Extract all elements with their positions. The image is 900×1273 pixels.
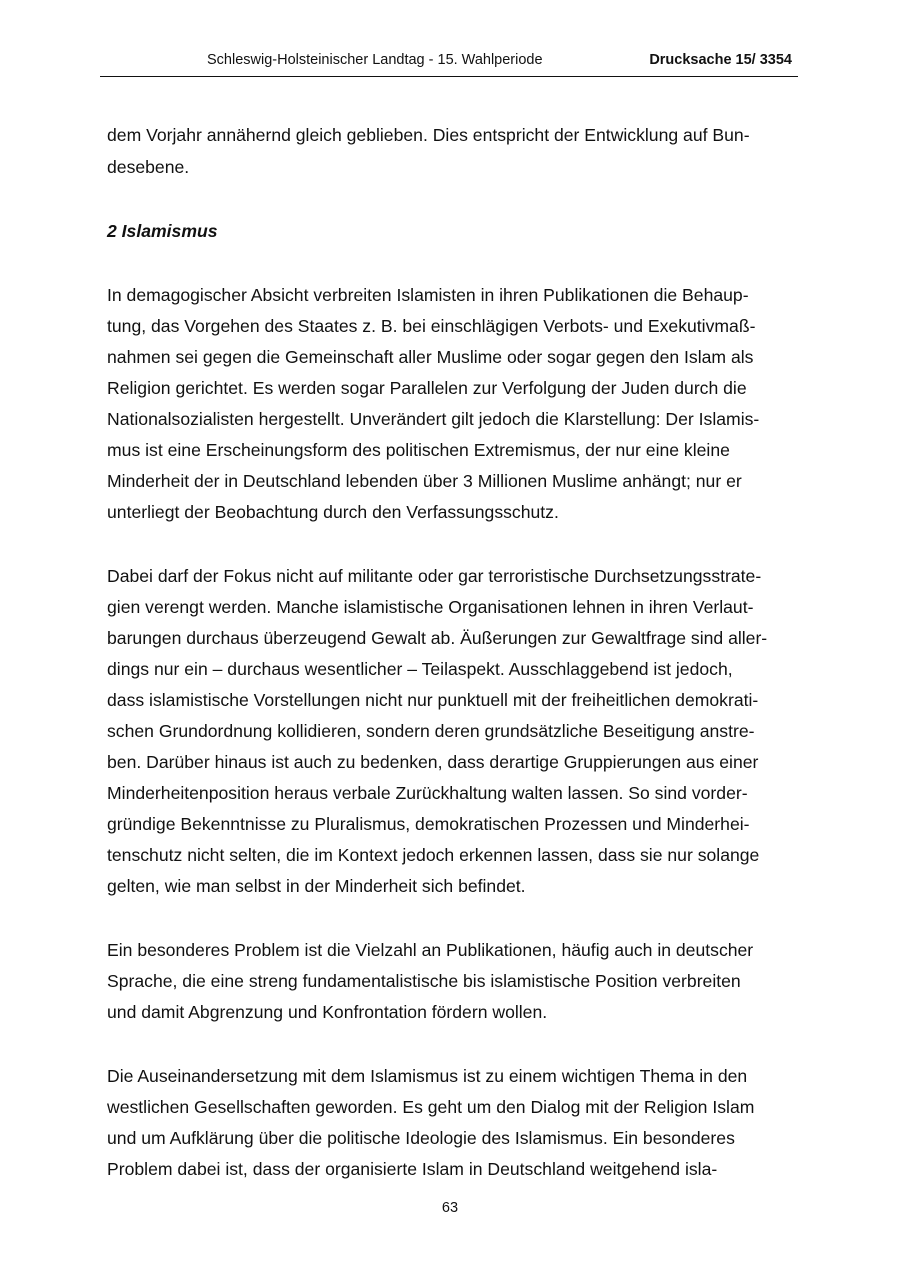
text-line: dem Vorjahr annähernd gleich geblieben. Dies entspricht der Entwicklung auf Bun- [107, 125, 750, 145]
section-heading: 2 Islamismus [107, 221, 218, 241]
text-line: Sprache, die eine streng fundamentalistische bis islamistische Position verbreiten [107, 971, 741, 991]
text-line: Problem dabei ist, dass der organisierte Islam in Deutschland weitgehend isla- [107, 1159, 718, 1179]
document-number: Drucksache 15/ 3354 [649, 52, 792, 68]
text-line: Nationalsozialisten hergestellt. Unverändert gilt jedoch die Klarstellung: Der Islamis- [107, 409, 760, 429]
text-line: und damit Abgrenzung und Konfrontation fördern wollen. [107, 1002, 548, 1022]
page-header [100, 52, 798, 74]
text-line: ben. Darüber hinaus ist auch zu bedenken, dass derartige Gruppierungen aus einer [107, 752, 759, 772]
page-number: 63 [441, 1200, 459, 1216]
header-title: Schleswig-Holsteinischer Landtag - 15. Wahlperiode [207, 52, 543, 68]
text-line: nahmen sei gegen die Gemeinschaft aller Muslime oder sogar gegen den Islam als [107, 347, 754, 367]
text-line: dings nur ein – durchaus wesentlicher – Teilaspekt. Ausschlaggebend ist jedoch, [107, 659, 733, 679]
text-line: tenschutz nicht selten, die im Kontext jedoch erkennen lassen, dass sie nur solange [107, 845, 760, 865]
text-line: gelten, wie man selbst in der Minderheit sich befindet. [107, 876, 526, 896]
text-line: mus ist eine Erscheinungsform des politischen Extremismus, der nur eine kleine [107, 440, 730, 460]
text-line: westlichen Gesellschaften geworden. Es geht um den Dialog mit der Religion Islam [107, 1097, 755, 1117]
text-line: Dabei darf der Fokus nicht auf militante oder gar terroristische Durchsetzungsstrate- [107, 566, 762, 586]
text-line: Ein besonderes Problem ist die Vielzahl an Publikationen, häufig auch in deutscher [107, 940, 754, 960]
text-line: Die Auseinandersetzung mit dem Islamismus ist zu einem wichtigen Thema in den [107, 1066, 748, 1086]
text-line: desebene. [107, 157, 190, 177]
text-line: Minderheit der in Deutschland lebenden über 3 Millionen Muslime anhängt; nur er [107, 471, 742, 491]
text-line: barungen durchaus überzeugend Gewalt ab. Äußerungen zur Gewaltfrage sind aller- [107, 628, 768, 648]
text-line: und um Aufklärung über die politische Ideologie des Islamismus. Ein besonderes [107, 1128, 735, 1148]
text-line: In demagogischer Absicht verbreiten Islamisten in ihren Publikationen die Behaup- [107, 285, 749, 305]
text-line: unterliegt der Beobachtung durch den Verfassungsschutz. [107, 502, 559, 522]
text-line: tung, das Vorgehen des Staates z. B. bei einschlägigen Verbots- und Exekutivmaß- [107, 316, 756, 336]
text-line: gien verengt werden. Manche islamistische Organisationen lehnen in ihren Verlaut- [107, 597, 754, 617]
text-line: Minderheitenposition heraus verbale Zurückhaltung walten lassen. So sind vorder- [107, 783, 748, 803]
header-divider [100, 76, 798, 77]
text-line: Religion gerichtet. Es werden sogar Parallelen zur Verfolgung der Juden durch die [107, 378, 747, 398]
text-line: dass islamistische Vorstellungen nicht nur punktuell mit der freiheitlichen demokrati- [107, 690, 759, 710]
text-line: gründige Bekenntnisse zu Pluralismus, demokratischen Prozessen und Minderhei- [107, 814, 750, 834]
text-line: schen Grundordnung kollidieren, sondern deren grundsätzliche Beseitigung anstre- [107, 721, 755, 741]
